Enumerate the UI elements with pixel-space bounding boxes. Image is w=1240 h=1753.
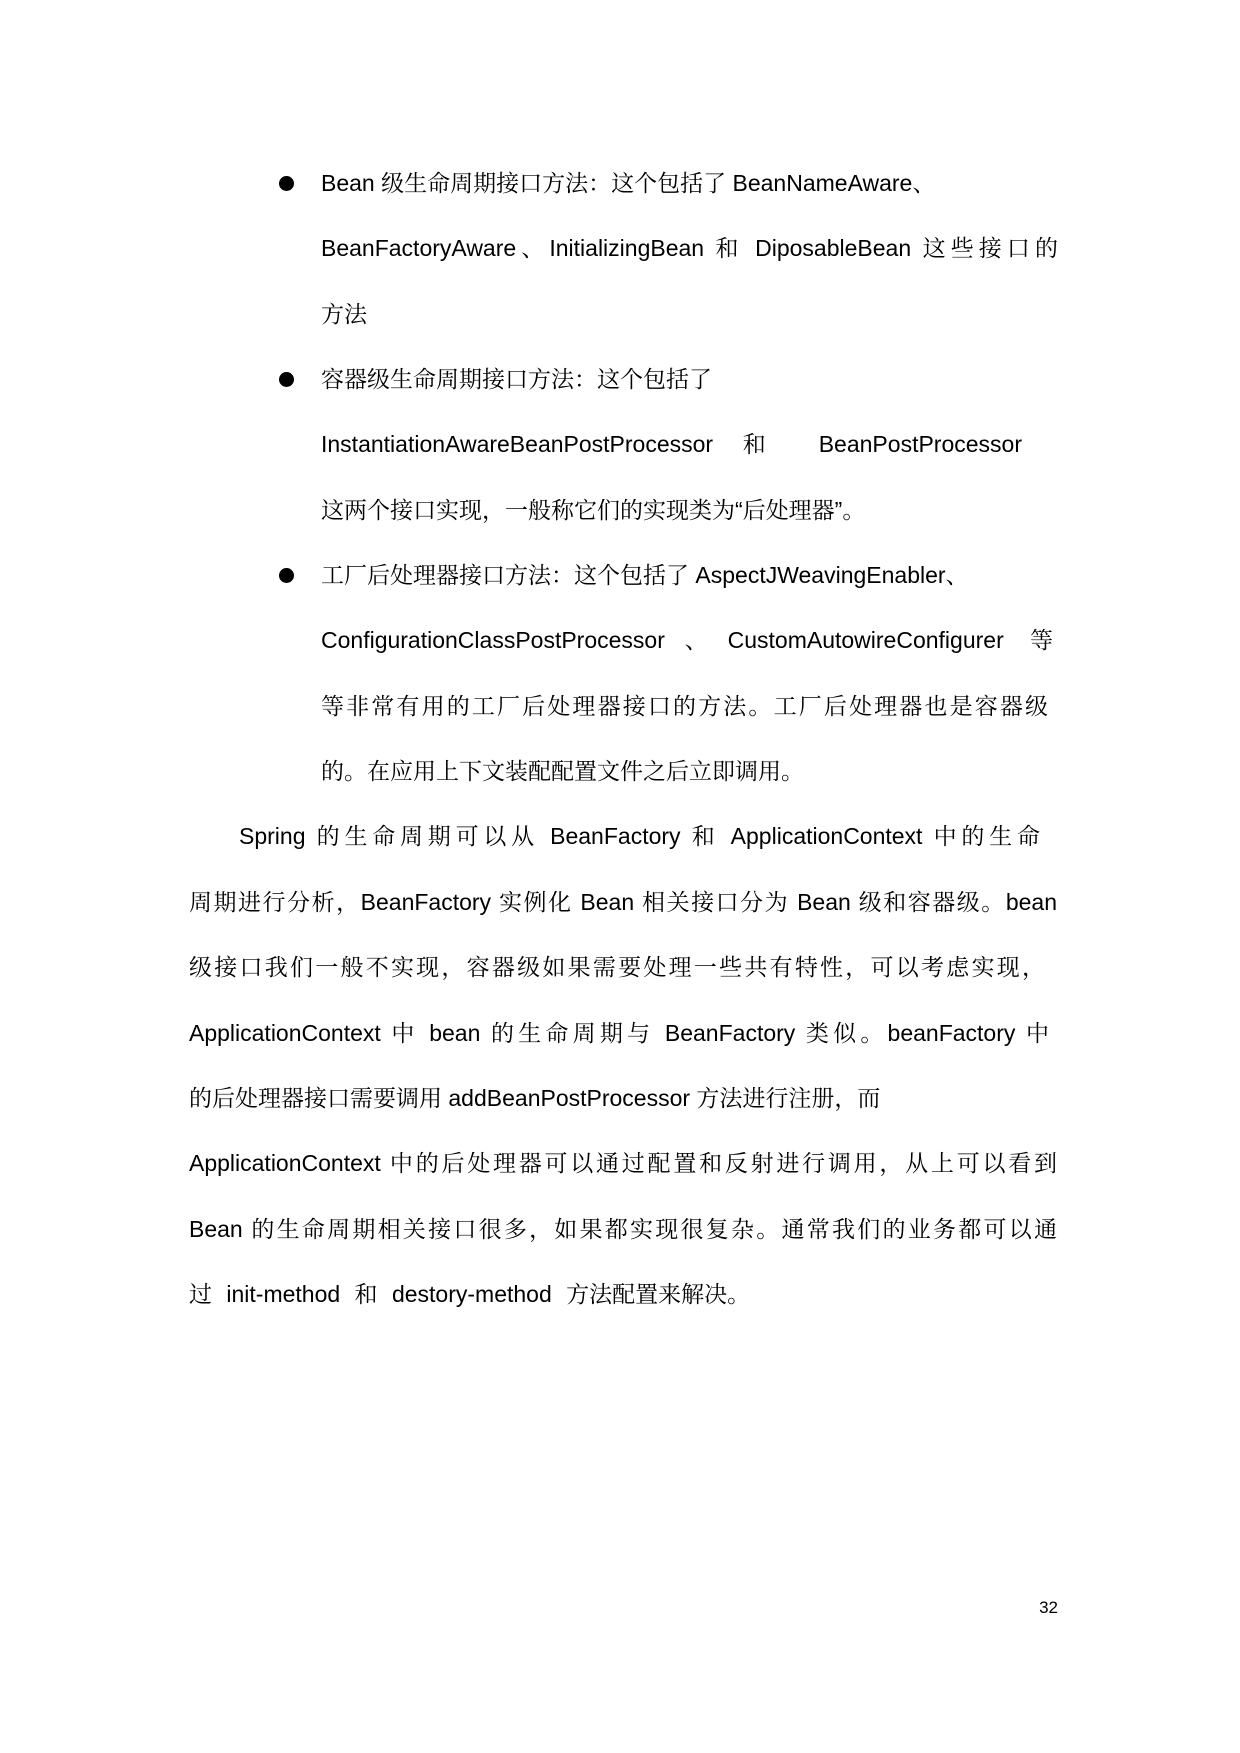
bullet-line: ConfigurationClassPostProcessor、CustomAutowireConfigurer 等 — [321, 627, 1053, 653]
paragraph-line: 周期进行分析，BeanFactory 实例化 Bean 相关接口分为 Bean 级和容器级。bean — [189, 889, 1057, 915]
bullet-dot — [279, 568, 294, 583]
bullet-line: InstantiationAwareBeanPostProcessor 和 BeanPostProcessor — [321, 431, 1022, 457]
paragraph-line: Bean 的生命周期相关接口很多，如果都实现很复杂。通常我们的业务都可以通 — [189, 1216, 1057, 1242]
bullet-line: 容器级生命周期接口方法：这个包括了 — [321, 366, 712, 392]
bullet-dot — [279, 372, 294, 387]
bullet-line: 工厂后处理器接口方法：这个包括了 AspectJWeavingEnabler、 — [321, 562, 969, 588]
paragraph-line: ApplicationContext 中 bean 的生命周期与 BeanFactory 类似。beanFactory 中 — [189, 1020, 1049, 1046]
paragraph-line: 的后处理器接口需要调用 addBeanPostProcessor 方法进行注册，而 — [189, 1085, 881, 1111]
paragraph-line: 级接口我们一般不实现，容器级如果需要处理一些共有特性，可以考虑实现， — [189, 954, 1045, 980]
paragraph-line: 过 init-method 和 destory-method 方法配置来解决。 — [189, 1281, 751, 1307]
paragraph-line: Spring 的生命周期可以从 BeanFactory 和 ApplicationContext 中的生命 — [239, 823, 1040, 849]
bullet-line: 这两个接口实现，一般称它们的实现类为“后处理器”。 — [321, 497, 866, 523]
bullet-line: 的。在应用上下文装配配置文件之后立即调用。 — [321, 758, 804, 784]
page-number: 32 — [1039, 1598, 1058, 1617]
paragraph-line: ApplicationContext 中的后处理器可以通过配置和反射进行调用，从上可以看到 — [189, 1150, 1057, 1176]
bullet-line: 等非常有用的工厂后处理器接口的方法。工厂后处理器也是容器级 — [321, 693, 1048, 719]
bullet-dot — [279, 176, 294, 191]
bullet-line: 方法 — [321, 301, 367, 327]
bullet-line: Bean 级生命周期接口方法：这个包括了 BeanNameAware、 — [321, 170, 936, 196]
bullet-line: BeanFactoryAware、InitializingBean 和 DiposableBean 这些接口的 — [321, 235, 1058, 261]
